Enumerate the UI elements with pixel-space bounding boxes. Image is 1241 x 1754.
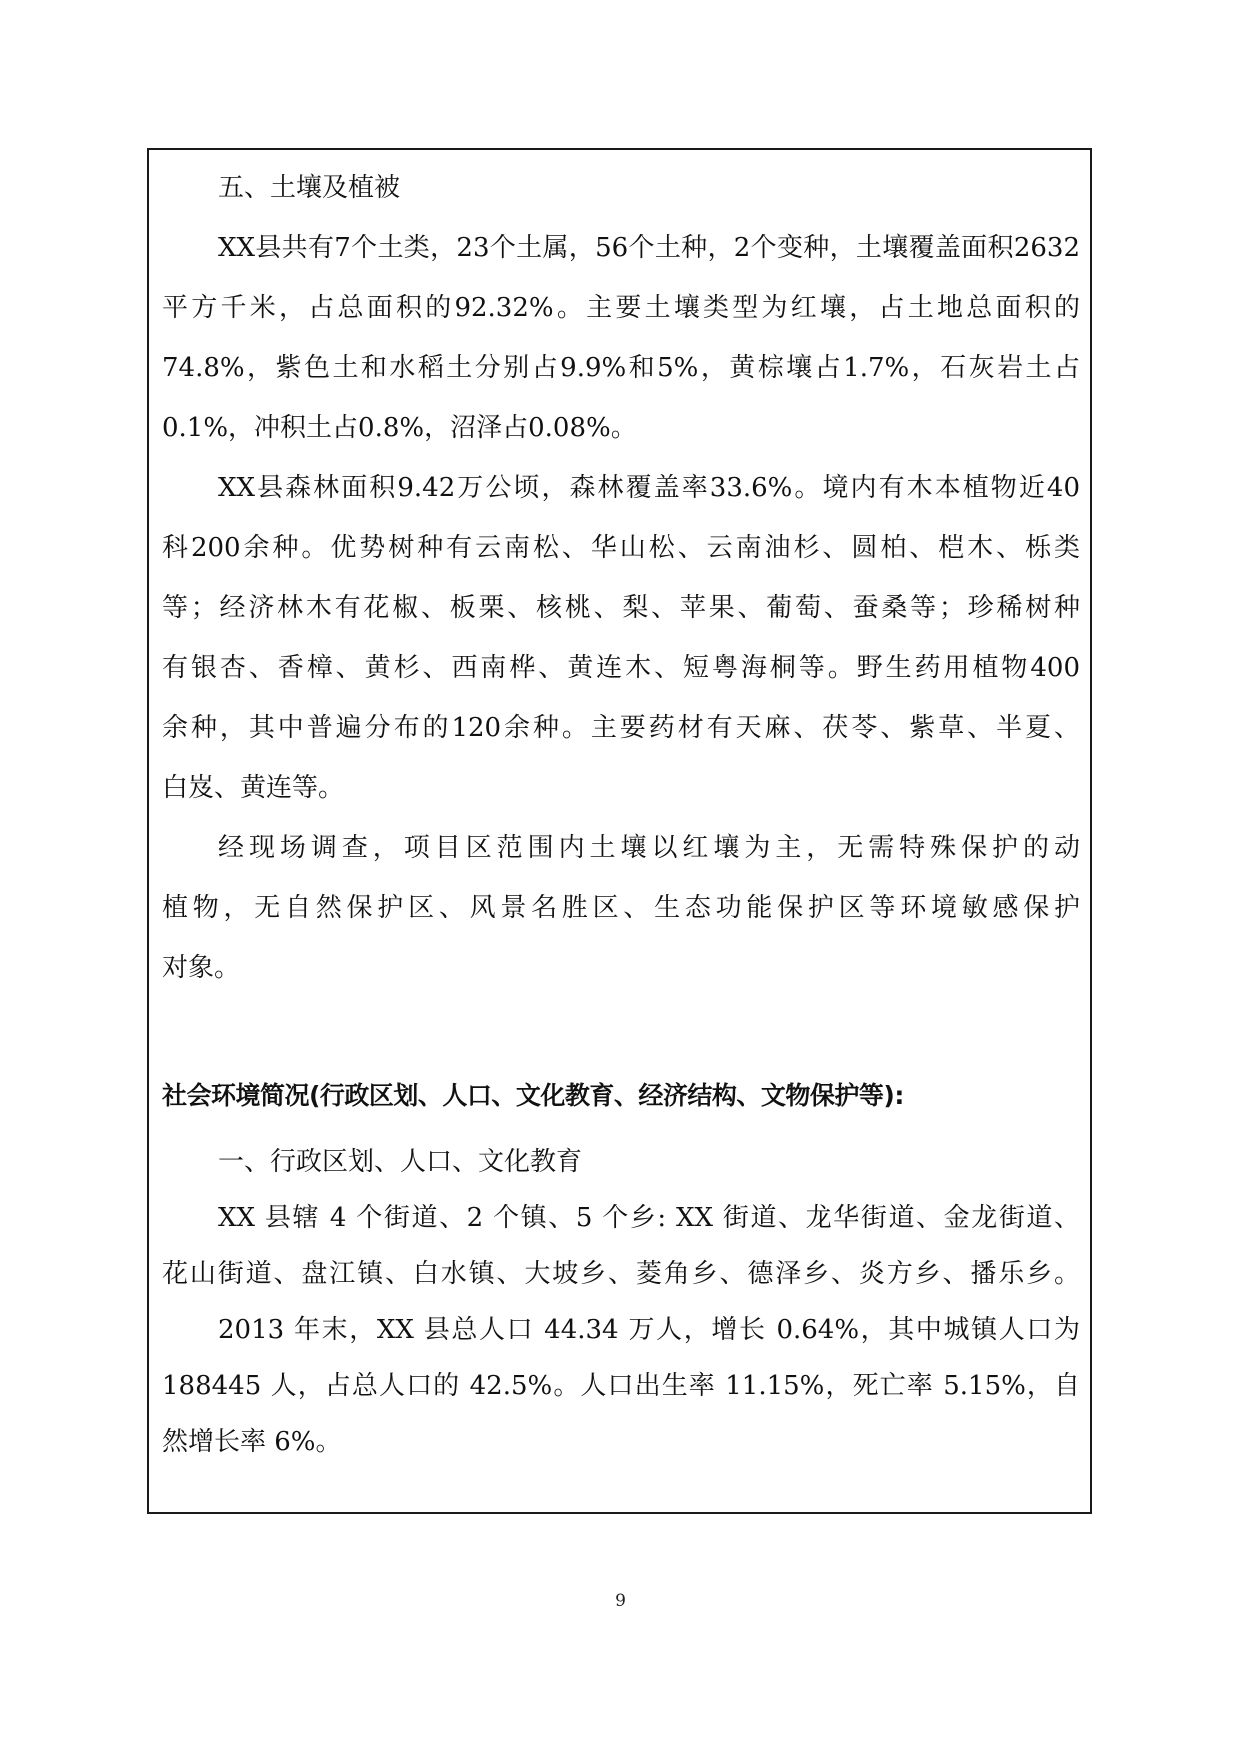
population-para-line-2: 188445 人，占总人口的 42.5%。人口出生率 11.15%，死亡率 5.15%，自 bbox=[162, 1371, 1080, 1401]
soil-para-1-line-4: 0.1%，冲积土占0.8%，沼泽占0.08%。 bbox=[162, 413, 637, 443]
forest-para-line-6: 白岌、黄连等。 bbox=[162, 773, 345, 803]
section-spacer bbox=[162, 998, 1080, 1058]
forest-para-line-2: 科200余种。优势树种有云南松、华山松、云南油杉、圆柏、桤木、栎类 bbox=[162, 533, 1080, 563]
admin-para-line-1: XX 县辖 4 个街道、2 个镇、5 个乡: XX 街道、龙华街道、金龙街道、 bbox=[218, 1203, 1080, 1233]
soil-para-1-line-1: XX县共有7个土类，23个土属，56个土种，2个变种，土壤覆盖面积2632 bbox=[218, 233, 1080, 263]
survey-para-line-2: 植物，无自然保护区、风景名胜区、生态功能保护区等环境敏感保护 bbox=[162, 893, 1080, 923]
admin-para-line-2: 花山街道、盘江镇、白水镇、大坡乡、菱角乡、德泽乡、炎方乡、播乐乡。 bbox=[162, 1259, 1080, 1289]
forest-para-line-1: XX县森林面积9.42万公顷，森林覆盖率33.6%。境内有木本植物近40 bbox=[218, 473, 1080, 503]
social-section-body bbox=[162, 1134, 1080, 1470]
population-para-line-3: 然增长率 6%。 bbox=[162, 1427, 342, 1457]
forest-para-line-5: 余种，其中普遍分布的120余种。主要药材有天麻、茯苓、紫草、半夏、 bbox=[162, 713, 1080, 743]
page-number: 9 bbox=[615, 1591, 626, 1611]
social-environment-title: 社会环境简况(行政区划、人口、文化教育、经济结构、文物保护等): bbox=[162, 1081, 904, 1110]
population-para-line-1: 2013 年末，XX 县总人口 44.34 万人，增长 0.64%，其中城镇人口为 bbox=[218, 1315, 1080, 1345]
soil-para-1-line-3: 74.8%，紫色土和水稻土分别占9.9%和5%，黄棕壤占1.7%，石灰岩土占 bbox=[162, 353, 1080, 383]
forest-para-line-4: 有银杏、香樟、黄杉、西南桦、黄连木、短粤海桐等。野生药用植物400 bbox=[162, 653, 1080, 683]
survey-para-line-1: 经现场调查，项目区范围内土壤以红壤为主，无需特殊保护的动 bbox=[218, 833, 1080, 863]
survey-para-line-3: 对象。 bbox=[162, 953, 241, 983]
soil-para-1-line-2: 平方千米，占总面积的92.32%。主要土壤类型为红壤，占土地总面积的 bbox=[162, 293, 1080, 323]
document-body bbox=[162, 158, 1080, 1470]
forest-para-line-3: 等；经济林木有花椒、板栗、核桃、梨、苹果、葡萄、蚕桑等；珍稀树种 bbox=[162, 593, 1080, 623]
soil-section-heading: 五、土壤及植被 bbox=[218, 173, 401, 203]
social-subheading: 一、行政区划、人口、文化教育 bbox=[218, 1147, 583, 1177]
